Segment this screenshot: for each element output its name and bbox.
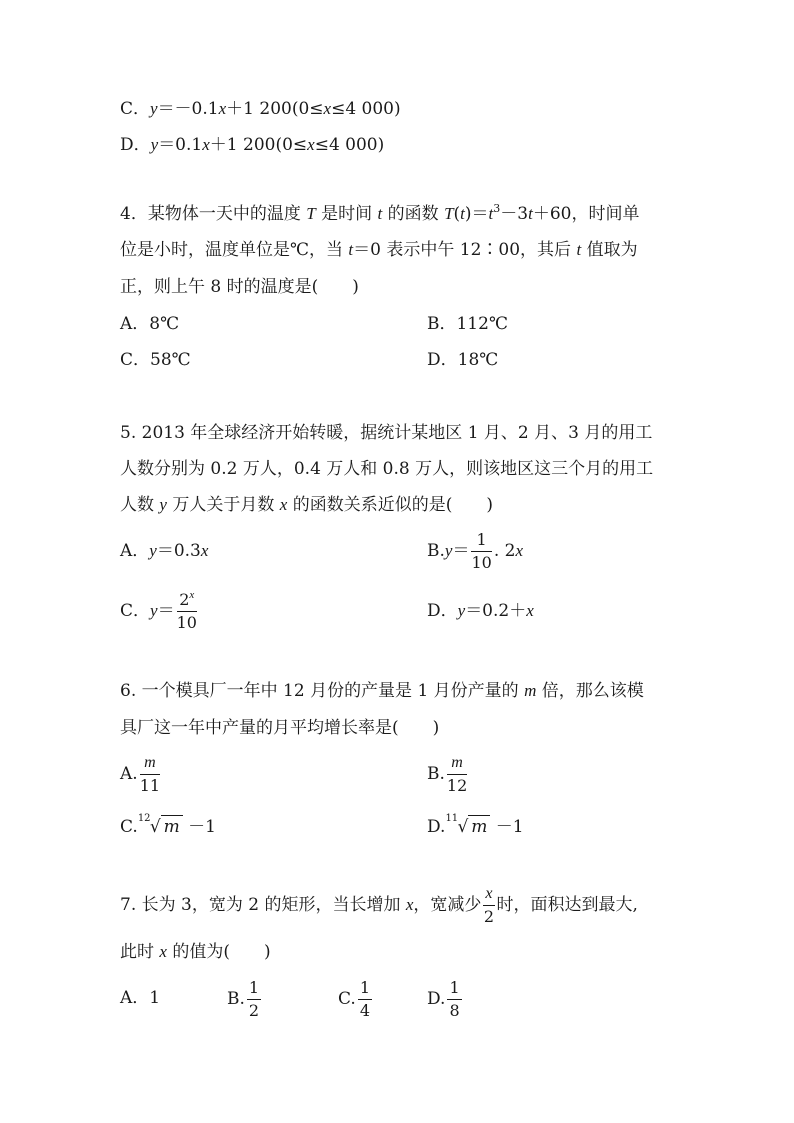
q7-option-a: A．1 [120, 988, 161, 1008]
q4-stem-line-2: 位是小时，温度单位是℃，当 t＝0 表示中午 12∶00，其后 t 值取为 [120, 240, 638, 260]
nth-root: 12 √ m [138, 815, 183, 838]
q4-option-b: B．112℃ [427, 314, 508, 334]
q6-option-d: D. 11 √ m －1 [427, 813, 524, 837]
q5-stem-line-1: 5. 2013 年全球经济开始转暖，据统计某地区 1 月、2 月、3 月的用工 [120, 423, 653, 443]
q7-option-c: C. $\frac{1}{4}$ [338, 978, 370, 1020]
fraction: $\frac{1}{2}$ [248, 978, 260, 1020]
q7-option-d: D. $\frac{1}{8}$ [427, 978, 460, 1020]
q6-stem-line-1: 6. 一个模具厂一年中 12 月份的产量是 1 月份产量的 m 倍，那么该模 [120, 681, 644, 701]
q7-stem-line-2: 此时 x 的值为( ) [120, 942, 271, 962]
q5-option-c: C．y＝ $\frac{2^x}{10}$ [120, 589, 197, 632]
q6-option-c: C. 12 √ m －1 [120, 813, 217, 837]
q5-option-d: D．y＝0.2＋x [427, 601, 534, 621]
q4-option-a: A．8℃ [120, 314, 180, 334]
q4-option-d: D．18℃ [427, 350, 499, 370]
q3-option-d: D．y＝0.1x＋1 200(0≤x≤4 000) [120, 135, 385, 155]
fraction: $\frac{1}{4}$ [359, 978, 370, 1020]
q7-stem-line-1: 7. 长为 3，宽为 2 的矩形，当长增加 x，宽减少 $\frac{x}{2}$ 时，面积达到最大, [120, 885, 638, 926]
q4-stem-line-3: 正，则上午 8 时的温度是( ) [120, 277, 359, 297]
q4-option-c: C．58℃ [120, 350, 191, 370]
fraction: $\frac{1}{10}$ [471, 530, 492, 572]
q3-option-c: C．y＝－0.1x＋1 200(0≤x≤4 000) [120, 99, 401, 119]
q5-option-a: A．y＝0.3x [120, 541, 209, 561]
q5-stem-line-3: 人数 y 万人关于月数 x 的函数关系近似的是( ) [120, 495, 493, 515]
nth-root: 11 √ m [445, 815, 490, 838]
q6-stem-line-2: 具厂这一年中产量的月平均增长率是( ) [120, 718, 440, 738]
q6-option-b: B. $\frac{m}{12}$ [427, 754, 468, 795]
q4-stem-line-1: 4．某物体一天中的温度 T 是时间 t 的函数 $T(t)=t^3-3t+60$，时间单 [120, 202, 640, 224]
fraction: $\frac{2^x}{10}$ [176, 589, 197, 632]
q5-option-b: B.y＝ $\frac{1}{10}$ . 2x [427, 530, 523, 572]
fraction: $\frac{m}{11}$ [139, 754, 161, 795]
q6-option-a: A. $\frac{m}{11}$ [120, 754, 161, 795]
fraction: $\frac{m}{12}$ [446, 754, 468, 795]
q7-option-b: B. $\frac{1}{2}$ [227, 978, 260, 1020]
fraction: $\frac{1}{8}$ [449, 978, 460, 1020]
fraction: $\frac{x}{2}$ [483, 885, 495, 926]
q5-stem-line-2: 人数分别为 0.2 万人，0.4 万人和 0.8 万人，则该地区这三个月的用工 [120, 459, 654, 479]
